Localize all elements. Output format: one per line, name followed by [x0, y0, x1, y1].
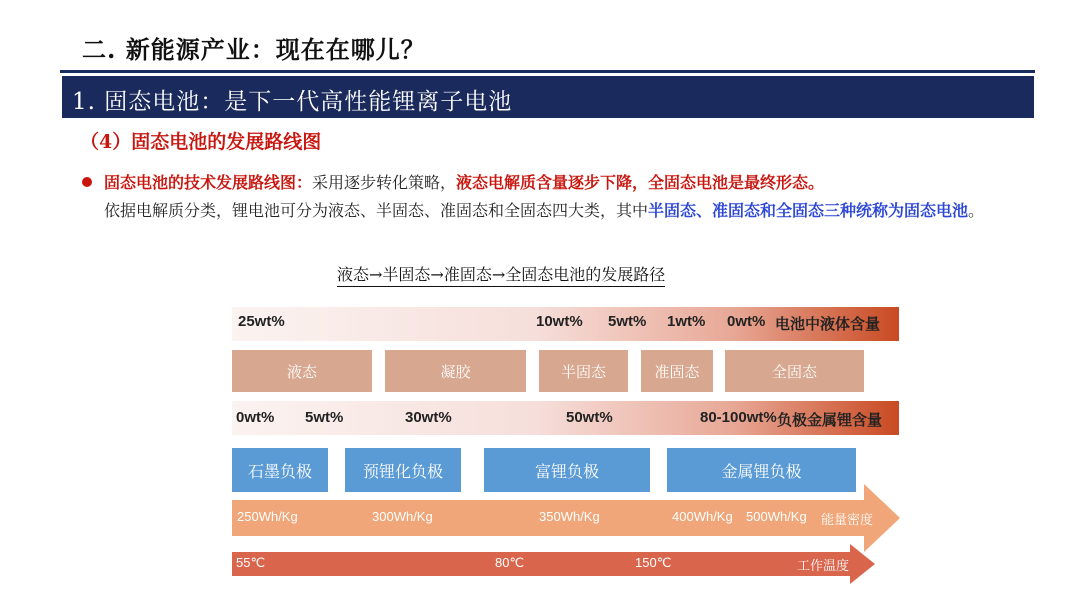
liquid-label-1: 1wt% — [667, 313, 706, 330]
energy-caption: 能量密度 — [821, 512, 874, 527]
state-box-gel: 凝胶 — [385, 350, 526, 392]
temp-label-80: 80℃ — [495, 555, 525, 570]
metal-label-30: 30wt% — [405, 409, 452, 426]
paragraph-lead: 固态电池的技术发展路线图： — [104, 173, 313, 192]
state-box-liquid: 液态 — [232, 350, 372, 392]
paragraph-end: 。 — [968, 201, 985, 220]
metal-label-5: 5wt% — [305, 409, 344, 426]
state-box-semi-solid: 半固态 — [539, 350, 628, 392]
anode-box-lithium-metal: 金属锂负极 — [667, 448, 856, 492]
energy-label-250: 250Wh/Kg — [237, 509, 298, 524]
paragraph-highlight2: 半固态、准固态和全固态三种统称为固态电池 — [648, 201, 969, 220]
top-divider — [60, 70, 1035, 73]
liquid-label-0: 0wt% — [727, 313, 766, 330]
temperature-arrow-shape — [232, 544, 875, 584]
subtitle: （4）固态电池的发展路线图 — [80, 131, 322, 153]
temperature-arrow — [232, 544, 877, 584]
energy-label-500: 500Wh/Kg — [746, 509, 807, 524]
section-title: 二. 新能源产业：现在在哪儿？ — [82, 35, 426, 64]
paragraph-text2: 依据电解质分类，锂电池可分为液态、半固态、准固态和全固态四大类，其中 — [104, 201, 649, 220]
state-box-all-solid: 全固态 — [725, 350, 864, 392]
body-paragraph — [104, 169, 1029, 225]
energy-label-350: 350Wh/Kg — [539, 509, 600, 524]
energy-label-400: 400Wh/Kg — [672, 509, 733, 524]
metal-label-80-100: 80-100wt% — [700, 409, 777, 426]
liquid-label-25: 25wt% — [238, 313, 285, 330]
anode-box-lithium-rich: 富锂负极 — [484, 448, 650, 492]
liquid-caption: 电池中液体含量 — [775, 316, 881, 333]
state-box-quasi-solid: 准固态 — [641, 350, 713, 392]
bullet-dot — [82, 177, 92, 187]
metal-caption: 负极金属锂含量 — [777, 412, 883, 429]
anode-box-graphite: 石墨负极 — [232, 448, 328, 492]
banner-title: 1. 固态电池：是下一代高性能锂离子电池 — [72, 89, 513, 115]
metal-label-50: 50wt% — [566, 409, 613, 426]
paragraph-text1: 采用逐步转化策略， — [312, 173, 457, 192]
liquid-label-5: 5wt% — [608, 313, 647, 330]
temp-label-150: 150℃ — [635, 555, 672, 570]
energy-label-300: 300Wh/Kg — [372, 509, 433, 524]
liquid-label-10: 10wt% — [536, 313, 583, 330]
anode-box-prelithiated: 预锂化负极 — [345, 448, 461, 492]
temp-label-55: 55℃ — [236, 555, 266, 570]
metal-label-0: 0wt% — [236, 409, 275, 426]
paragraph-highlight1: 液态电解质含量逐步下降，全固态电池是最终形态。 — [456, 173, 825, 192]
temp-caption: 工作温度 — [797, 558, 850, 573]
diagram-title: 液态→半固态→准固态→全固态电池的发展路径 — [337, 262, 665, 287]
